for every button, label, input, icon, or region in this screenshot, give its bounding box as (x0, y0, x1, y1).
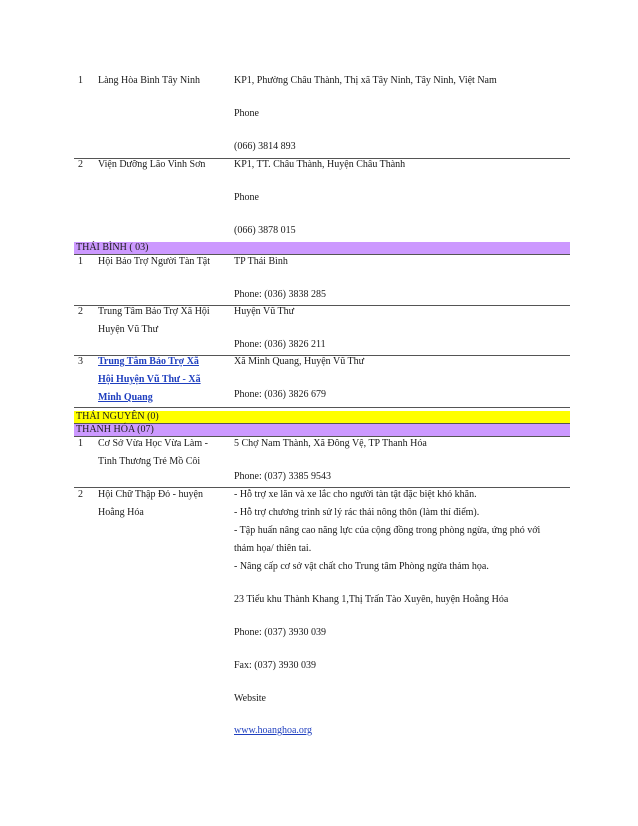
phone-number: Phone: (036) 3826 211 (234, 339, 326, 350)
table-row (74, 158, 570, 243)
row-number: 1 (78, 256, 83, 267)
organization-name: Cơ Sở Vừa Học Vừa Làm - (98, 438, 208, 449)
section-header-thai-binh (74, 242, 570, 255)
section-title: THÁI NGUYÊN (0) (76, 411, 159, 422)
address: KP1, Phường Châu Thành, Thị xã Tây Ninh, Tây Ninh, Việt Nam (234, 75, 497, 86)
table-row (74, 355, 570, 408)
table-row (74, 255, 570, 306)
activity-item-continued: thảm họa/ thiên tai. (234, 543, 312, 554)
organization-name: Hội Bảo Trợ Người Tàn Tật (98, 256, 211, 267)
activity-item: - Tập huấn nâng cao năng lực của cộng đồng trong phòng ngừa, ứng phó với (234, 525, 541, 536)
table-row (74, 74, 570, 159)
phone-label: Phone (234, 192, 259, 203)
row-number: 1 (78, 75, 83, 86)
organization-name: Viện Dưỡng Lão Vinh Sơn (98, 159, 206, 170)
address: TP Thái Bình (234, 256, 288, 267)
phone-label: Phone (234, 108, 259, 119)
organization-name-line-2: Hoằng Hóa (98, 507, 144, 518)
organization-name: Trung Tâm Bảo Trợ Xã Hội (98, 306, 210, 317)
activity-item: - Hỗ trợ xe lăn và xe lắc cho người tàn tật đặc biệt khó khăn. (234, 489, 477, 500)
row-number: 1 (78, 438, 83, 449)
activity-item: - Hỗ trợ chương trình sử lý rác thải nông thôn (làm thí điểm). (234, 507, 480, 518)
organization-name-line-2: Huyện Vũ Thư (98, 324, 159, 335)
organization-name: Hội Chữ Thập Đỏ - huyện (98, 489, 203, 500)
section-title: THÁI BÌNH ( 03) (76, 242, 149, 253)
section-title: THANH HÓA (07) (76, 424, 154, 435)
address: Huyện Vũ Thư (234, 306, 295, 317)
table-row (74, 437, 570, 488)
address: KP1, TT. Châu Thành, Huyện Châu Thành (234, 159, 406, 170)
address: 5 Chợ Nam Thành, Xã Đông Vệ, TP Thanh Hóa (234, 438, 427, 449)
phone-number: Phone: (036) 3838 285 (234, 289, 326, 300)
phone-number: (066) 3814 893 (234, 141, 296, 152)
phone-number: Phone: (036) 3826 679 (234, 389, 326, 400)
address: Xã Minh Quang, Huyện Vũ Thư (234, 356, 365, 367)
row-number: 2 (78, 489, 83, 500)
website-label: Website (234, 693, 266, 704)
table-row (74, 488, 570, 738)
organization-name-line-2: Tình Thương Trẻ Mồ Côi (98, 456, 201, 467)
phone-number: Phone: (037) 3930 039 (234, 627, 326, 638)
section-header-thanh-hoa (74, 424, 570, 437)
organization-name-link[interactable]: Trung Tâm Bảo Trợ Xã (98, 356, 199, 367)
phone-number: (066) 3878 015 (234, 225, 296, 236)
section-header-thai-nguyen (74, 411, 570, 424)
organization-name-link-line-2[interactable]: Hội Huyện Vũ Thư - Xã (98, 374, 201, 385)
row-number: 2 (78, 306, 83, 317)
phone-number: Phone: (037) 3385 9543 (234, 471, 331, 482)
address: 23 Tiểu khu Thành Khang 1,Thị Trấn Tào Xuyên, huyện Hoằng Hóa (234, 594, 509, 605)
row-number: 3 (78, 356, 83, 367)
website-link[interactable]: www.hoanghoa.org (234, 725, 313, 736)
fax-number: Fax: (037) 3930 039 (234, 660, 316, 671)
organization-name: Làng Hòa Bình Tây Ninh (98, 75, 201, 86)
row-number: 2 (78, 159, 83, 170)
organization-name-link-line-3[interactable]: Minh Quang (98, 392, 153, 403)
activity-item: - Nâng cấp cơ sở vật chất cho Trung tâm Phòng ngừa thảm họa. (234, 561, 489, 572)
table-row (74, 305, 570, 356)
